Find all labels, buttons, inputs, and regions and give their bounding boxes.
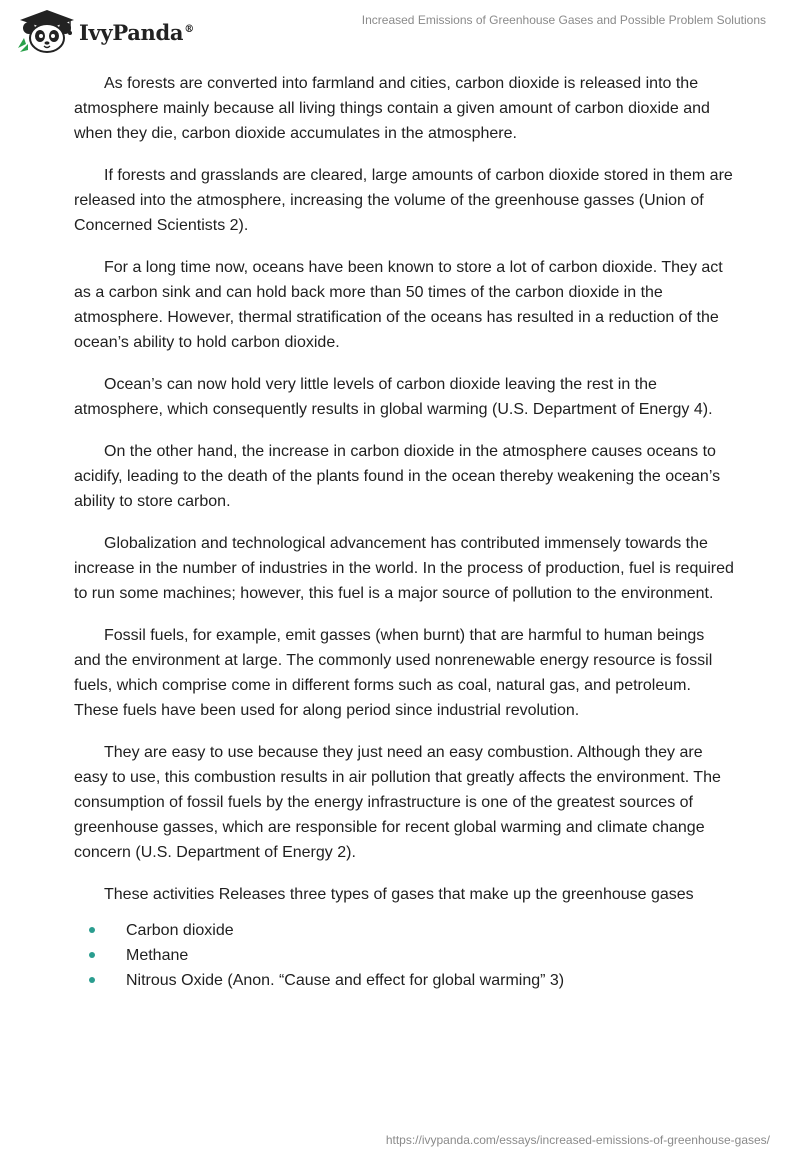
bullet-icon [89, 977, 95, 983]
paragraph: On the other hand, the increase in carbon dioxide in the atmosphere causes oceans to acidify, leading to the death of the plants found in the ocean thereby weakening the ocean’s ability to store carbon. [74, 443, 721, 510]
paragraph: For a long time now, oceans have been known to store a lot of carbon dioxide. They act as a carbon sink and can hold back more than 50 times of the carbon dioxide in the atmosphere. However, thermal stratification of the oceans has resulted in a reduction of the ocean’s ability to hold carbon dioxide. [74, 259, 723, 351]
paragraph: As forests are converted into farmland and cities, carbon dioxide is released into the atmosphere mainly because all living things contain a given amount of carbon dioxide and when they die, carbon dioxide accumulates in the atmosphere. [74, 75, 710, 142]
source-url[interactable]: https://ivypanda.com/essays/increased-emissions-of-greenhouse-gases/ [385, 1133, 770, 1147]
panda-logo-icon[interactable] [14, 8, 80, 54]
bullet-icon [89, 927, 95, 933]
essay-body [74, 71, 734, 993]
greenhouse-gases-list [74, 918, 734, 993]
paragraph: Globalization and technological advancement has contributed immensely towards the increase in the number of industries in the world. In the process of production, fuel is required to run some machines; however, this fuel is a major source of pollution to the environment. [74, 535, 734, 602]
paragraph: Ocean’s can now hold very little levels of carbon dioxide leaving the rest in the atmosphere, which consequently results in global warming (U.S. Department of Energy 4). [74, 376, 713, 418]
list-item: Carbon dioxide [74, 918, 734, 943]
paragraph: If forests and grasslands are cleared, large amounts of carbon dioxide stored in them are released into the atmosphere, increasing the volume of the greenhouse gasses (Union of Concerned Scientists 2). [74, 167, 733, 234]
paragraph: They are easy to use because they just need an easy combustion. Although they are easy to use, this combustion results in air pollution that greatly affects the environment. The consumption of fossil fuels by the energy infrastructure is one of the greatest sources of greenhouse gasses, which are responsible for recent global warming and climate change concern (U.S. Department of Energy 2). [74, 744, 721, 861]
document-title: Increased Emissions of Greenhouse Gases and Possible Problem Solutions [361, 13, 766, 27]
brand-name[interactable]: IvyPanda® [79, 20, 194, 45]
list-item: Methane [74, 943, 734, 968]
list-item: Nitrous Oxide (Anon. “Cause and effect for global warming” 3) [74, 968, 734, 993]
page-header [0, 0, 800, 70]
paragraph: Fossil fuels, for example, emit gasses (when burnt) that are harmful to human beings and the environment at large. The commonly used nonrenewable energy resource is fossil fuels, which comprise come in different forms such as coal, natural gas, and petroleum. These fuels have been used for along period since industrial revolution. [74, 627, 713, 719]
paragraph: These activities Releases three types of gases that make up the greenhouse gases [104, 886, 694, 903]
bullet-icon [89, 952, 95, 958]
